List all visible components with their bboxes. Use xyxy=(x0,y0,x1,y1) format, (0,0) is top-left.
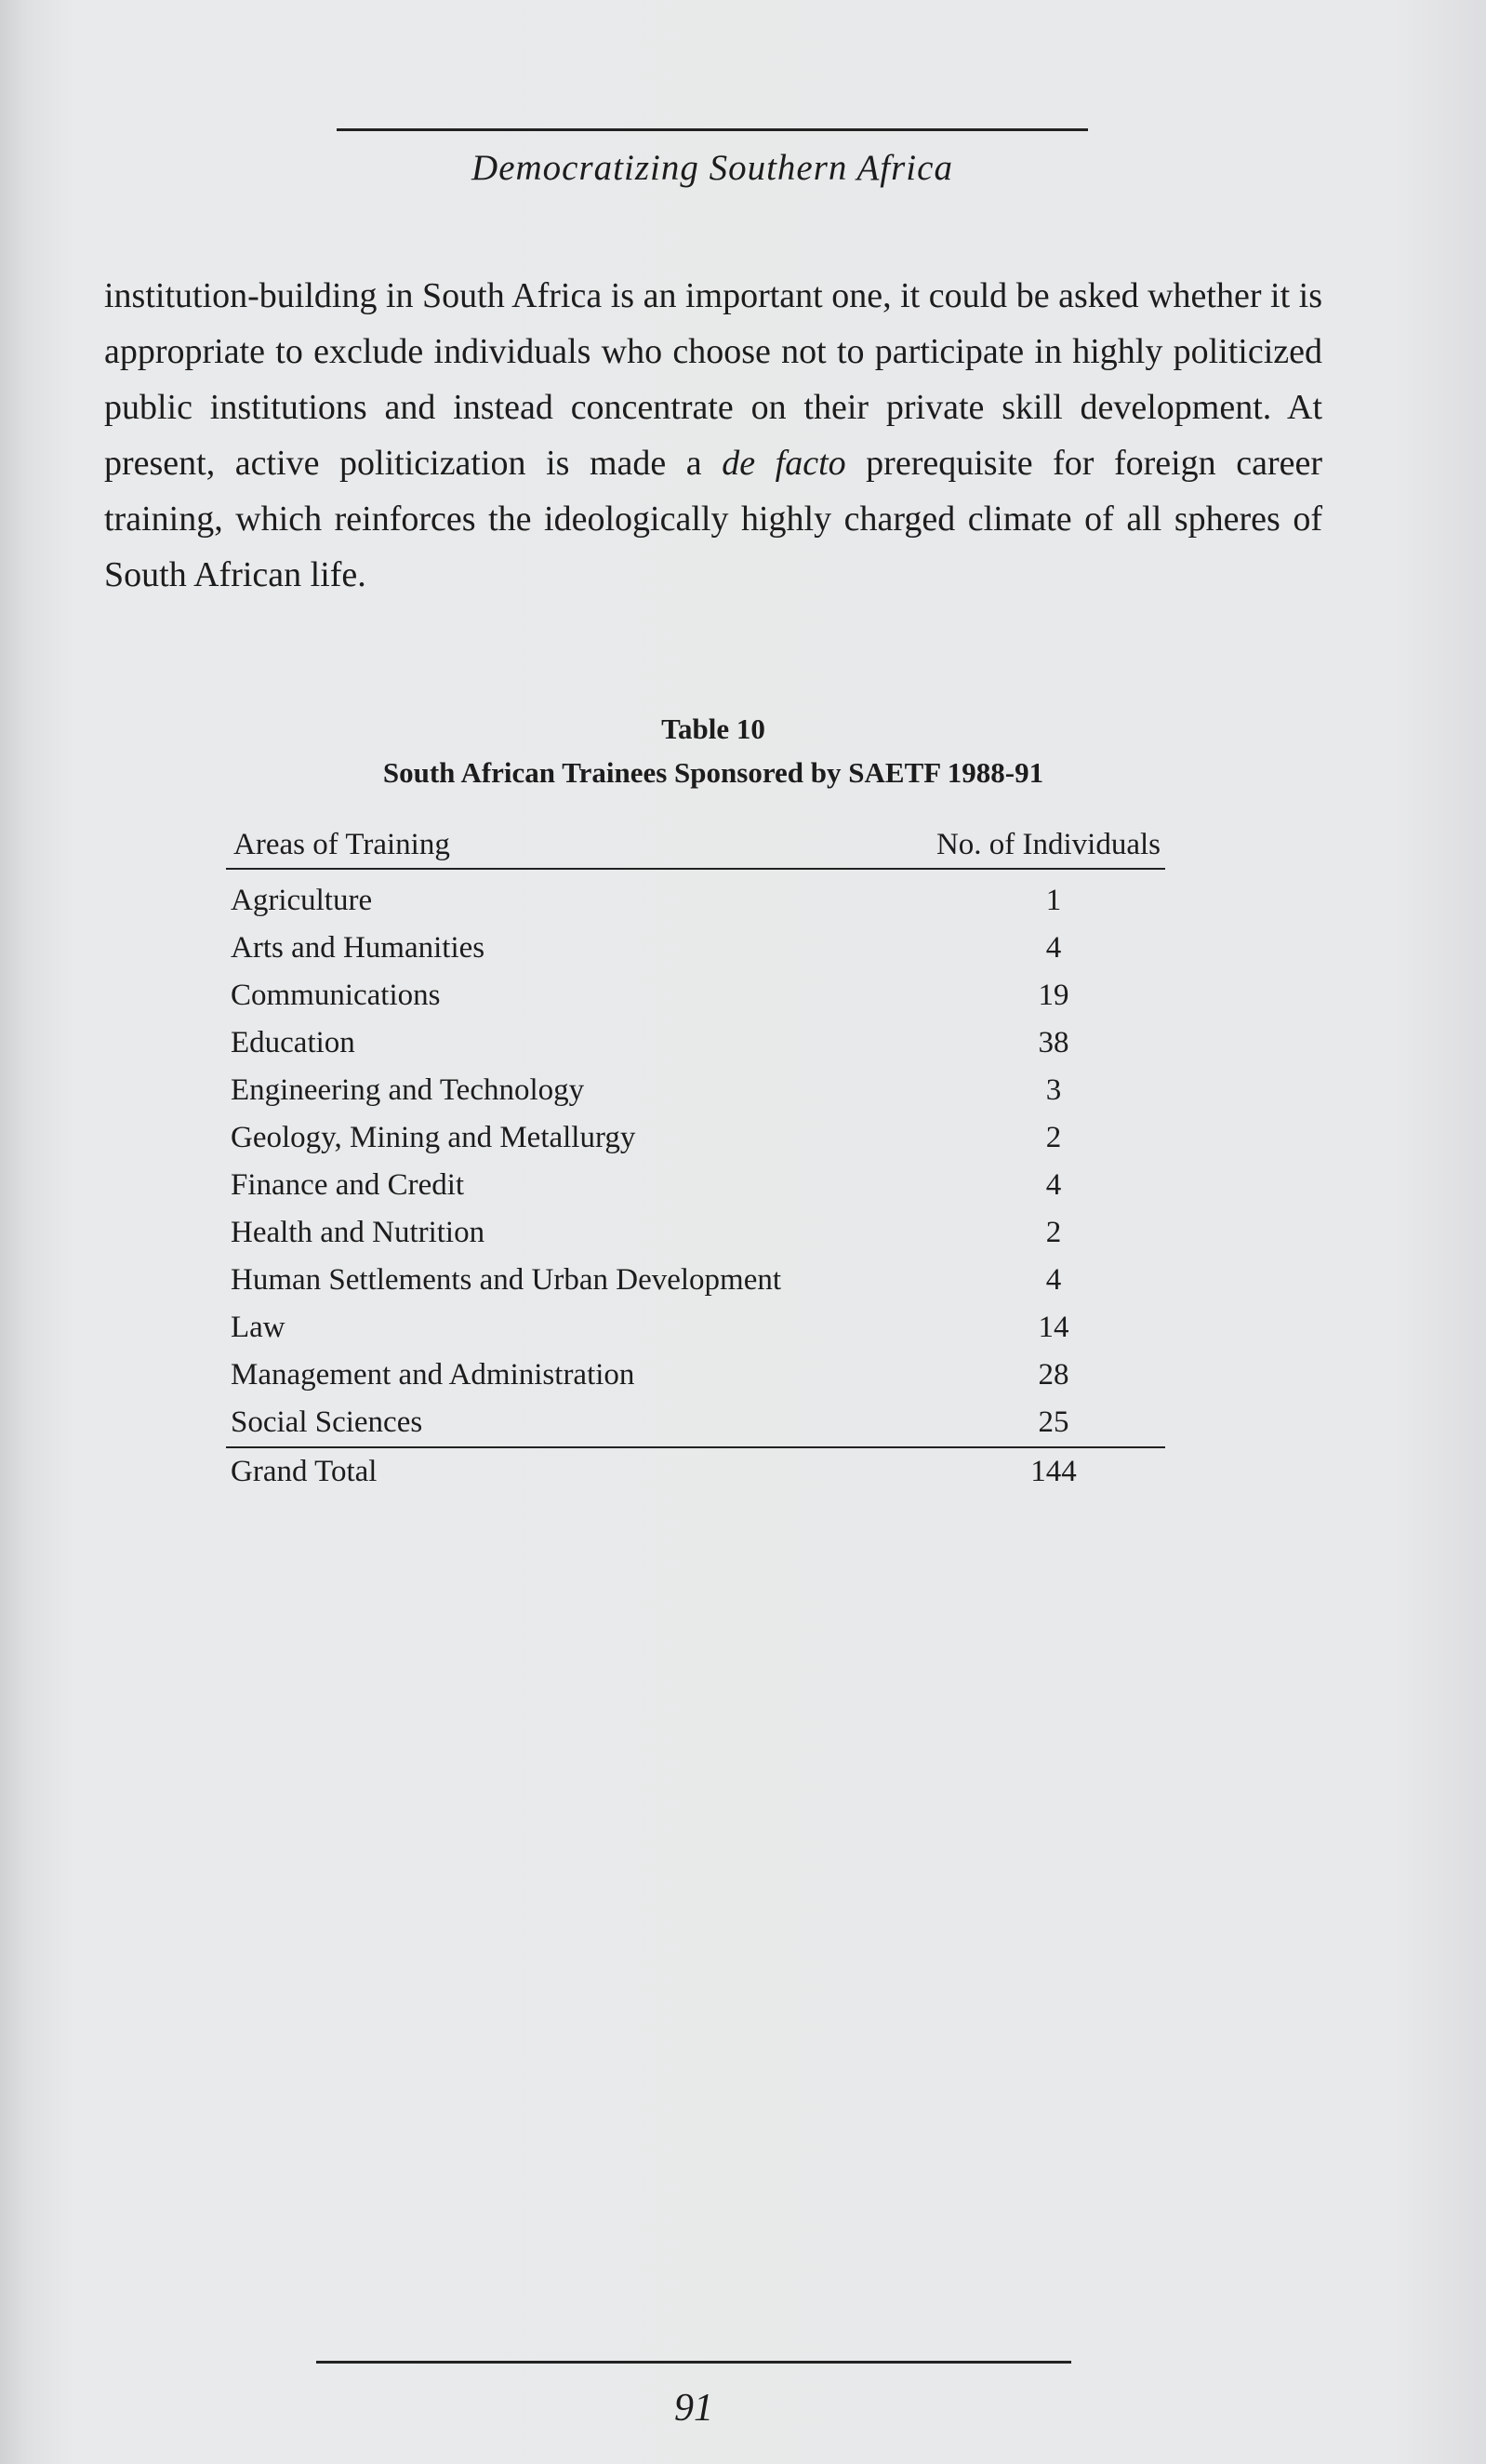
trainees-table xyxy=(226,828,1165,1496)
row-area: Geology, Mining and Metallurgy xyxy=(231,1121,636,1154)
table-row xyxy=(226,1352,1165,1399)
table-total-row xyxy=(226,1448,1165,1496)
row-count: 4 xyxy=(1045,1263,1062,1297)
table-row xyxy=(226,1162,1165,1209)
total-label: Grand Total xyxy=(231,1455,378,1488)
row-area: Engineering and Technology xyxy=(231,1073,585,1107)
row-area: Education xyxy=(231,1026,355,1059)
table-row xyxy=(226,1257,1165,1304)
table-row xyxy=(226,1067,1165,1114)
row-count: 19 xyxy=(1038,979,1069,1012)
table-row xyxy=(226,1114,1165,1162)
body-text-part1: institution-building in South Africa is an important one, it could be asked whether it is appropriate to exclude individuals who choose not to participate in highly politicized public institutions and instead concentrate on their private skill development. At present, active politicization is made a xyxy=(104,276,1322,483)
table-title: South African Trainees Sponsored by SAETF 1988-91 xyxy=(382,756,1044,789)
row-area: Management and Administration xyxy=(231,1358,635,1392)
table-row xyxy=(226,972,1165,1019)
table-body xyxy=(226,877,1165,1496)
body-text-emphasis: de facto xyxy=(722,444,846,483)
body-paragraph xyxy=(104,268,1322,603)
row-area: Social Sciences xyxy=(231,1405,423,1439)
row-count: 25 xyxy=(1038,1405,1069,1439)
body-text-part2: prerequisite for foreign career training, which reinforces the ideologically highly charged climate of all spheres of South African life. xyxy=(104,444,1323,594)
row-count: 2 xyxy=(1045,1121,1062,1154)
row-count: 28 xyxy=(1038,1358,1069,1392)
row-count: 2 xyxy=(1045,1216,1062,1249)
table-row xyxy=(226,1399,1165,1448)
header-rule xyxy=(337,128,1088,131)
column-header-count: No. of Individuals xyxy=(935,828,1161,861)
row-count: 4 xyxy=(1045,1168,1062,1202)
table-row xyxy=(226,925,1165,972)
row-area: Human Settlements and Urban Development xyxy=(231,1263,782,1297)
table-header-row xyxy=(226,828,1165,870)
row-area: Communications xyxy=(231,979,441,1012)
column-header-area: Areas of Training xyxy=(233,828,450,861)
footer-rule xyxy=(316,2361,1071,2364)
table-number: Table 10 xyxy=(661,713,765,745)
table-row xyxy=(226,1209,1165,1257)
row-area: Agriculture xyxy=(231,884,373,917)
row-area: Arts and Humanities xyxy=(231,931,485,965)
row-area: Finance and Credit xyxy=(231,1168,465,1202)
running-header: Democratizing Southern Africa xyxy=(471,148,953,188)
table-row xyxy=(226,1304,1165,1352)
row-count: 1 xyxy=(1045,884,1062,917)
row-count: 38 xyxy=(1038,1026,1069,1059)
row-area: Health and Nutrition xyxy=(231,1216,485,1249)
row-count: 4 xyxy=(1045,931,1062,965)
row-count: 14 xyxy=(1038,1311,1069,1344)
table-row xyxy=(226,877,1165,925)
row-count: 3 xyxy=(1045,1073,1062,1107)
total-count: 144 xyxy=(1030,1455,1077,1488)
table-row xyxy=(226,1019,1165,1067)
page-number: 91 xyxy=(674,2387,713,2430)
row-area: Law xyxy=(231,1311,285,1344)
